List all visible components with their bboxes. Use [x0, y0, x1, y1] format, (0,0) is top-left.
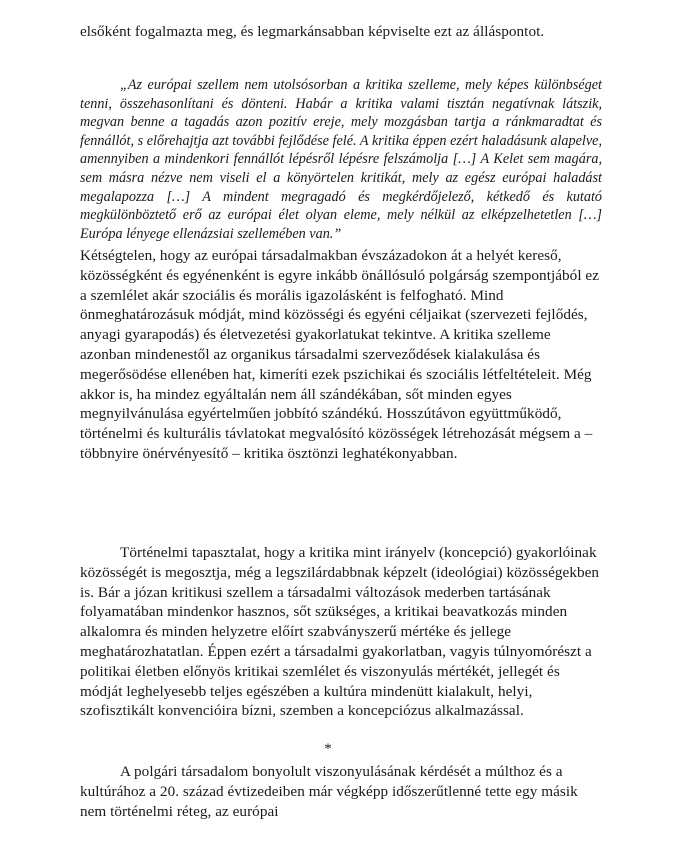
body-paragraph-third: A polgári társadalom bonyolult viszonyulásának kérdését a múlthoz és a kultúrához a 20. század évtizedeiben már végképp időszerűtlenné tette egy másik nem történelmi réteg, az európai: [80, 763, 578, 820]
body-paragraph-second: Történelmi tapasztalat, hogy a kritika mint irányelv (koncepció) gyakorlóinak közösségét is megosztja, még a legszilárdabbnak képzelt (ideológiai) közösségekben is. Bár a józan kritikusi szellem a társadalmi változások mederben tartásának folyamatában mindenkor hasznos, sőt szükséges, a kritikai beavatkozás minden alkalomra és minden helyzetre előírt szabványszerű mértéke és jellege meghatározhatatlan. Éppen ezért a társadalmi gyakorlatban, vagyis túlnyomórészt a politikai életben előnyös kritikai szemlélet és viszonyulás mértékét, jellegét és módját leghelyesebb teljes egészében a kultúra mindenütt kialakult, helyi, szofisztikált konvencióira bízni, szemben a koncepciózus alkalmazással.: [80, 544, 600, 720]
block-quote: „Az európai szellem nem utolsósorban a kritika szelleme, mely képes különbséget tenni, összehasonlítani és dönteni. Habár a kritika valami tisztán negatívnak látszik, megvan benne a tagadás azon pozitív ereje, mely mozgásban tartja a ránkmaradtat és fennállót, s előrehajtja azt további fejlődése felé. A kritika éppen ezért haladásunk alapelve, amennyiben a mindenkori fennállót lépésről lépésre felszámolja […] A Kelet sem magára, sem másra nézve nem viseli el a könyörtelen kritikát, mely az egész európai haladást megalapozza […] A mindent megragadó és megkérdőjelező, kétkedő és kutató megkülönböztető erő az európai élet olyan eleme, mely nélkül az elképzelhetetlen […] Európa lényege ellenázsiai szellemében van.”: [80, 77, 602, 242]
section-separator: *: [324, 741, 332, 757]
intro-paragraph: elsőként fogalmazta meg, és legmarkánsabban képviselte ezt az álláspontot.: [80, 23, 545, 40]
body-paragraph-main: Kétségtelen, hogy az európai társadalmakban évszázadokon át a helyét kereső, közösségként és egyénenként is egyre inkább önállósuló polgárság szempontjából ez a szemlélet akár szociális és morális igazolásként is felfogható. Mind önmeghatározásuk módját, mind közösségi és egyéni céljaikat (szervezeti fejlődés, anyagi gyarapodás) és életvezetési gyakorlatukat tekintve. A kritika szelleme azonban mindenestől az organikus társadalmi szerveződések kialakulása és megerősödése ellenében hat, kimeríti ezek pszichikai és szociális létfeltételeit. Még akkor is, ha mindez egyáltalán nem áll szándékában, sőt minden egyes megnyilvánulása egyértelműen jobbító szándékú. Hosszútávon együttműködő, történelmi és kulturális távlatokat megvalósító közösségek létrehozását mégsem a – többnyire önérvényesítő – kritika ösztönzi leghatékonyabban.: [80, 247, 600, 462]
